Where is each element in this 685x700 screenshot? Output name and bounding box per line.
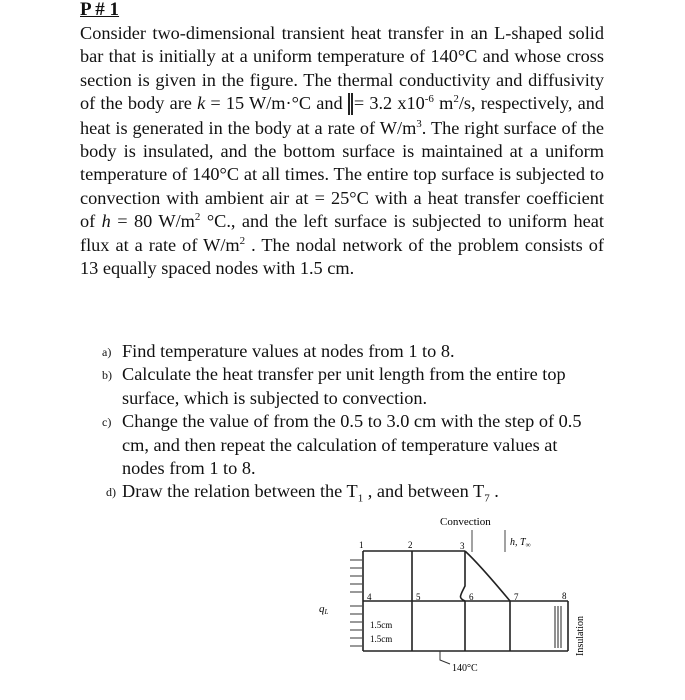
task-marker: c) (102, 415, 112, 430)
task-item (80, 363, 604, 410)
insulation-label: Insulation (575, 616, 586, 656)
task-text: Calculate the heat transfer per unit length from the entire top surface, which is subjected to convection. (122, 364, 566, 408)
convection-arrows (472, 530, 505, 552)
node-label: 3 (460, 541, 465, 551)
missing-glyph-icon (351, 93, 353, 115)
task-marker: b) (102, 368, 112, 383)
problem-statement: Consider two-dimensional transient heat transfer in an L-shaped solid bar that is initially at a uniform temperature of 140°C and whose cross section is given in the figure. The thermal conductivity and diffusivity of the body are k = 15 W/m·°C and = 3.2 $x10^{-6}$ $m^2/s$, respectively, and heat is generated in the body at a rate of $W/m^3$. The right surface of the body is insulated, and the bottom surface is maintained at a uniform temperature of 140°C at all times. The entire top surface is subjected to convection with ambient air at = 25°C with a heat transfer coefficient of h = 80 $W/m^2$ °C., and the left surface is subjected to uniform heat flux at a rate of $W/m^2$ . The nodal network of the problem consists of 13 equally spaced nodes with 1.5 cm. (80, 23, 605, 279)
spacing-label: 1.5cm (370, 634, 393, 644)
bottom-leader-line (440, 651, 450, 664)
task-text: Change the value of from the 0.5 to 3.0 cm with the step of 0.5 cm, and then repeat the calculation of temperature values at nodes from 1 to 8. (122, 411, 582, 479)
grid-lines (363, 551, 568, 651)
heat-flux-label: qL (319, 603, 329, 616)
task-marker: a) (102, 345, 112, 359)
spacing-label: 1.5cm (370, 620, 393, 630)
node-label: 7 (514, 592, 519, 602)
task-marker: d) (106, 485, 116, 500)
task-item (80, 480, 604, 506)
convection-label: Convection (440, 516, 491, 528)
task-text: Draw the relation between the $T_1$ , and between $T_7$ . (122, 481, 499, 506)
node-label: 1 (359, 540, 364, 550)
node-label: 2 (408, 540, 413, 550)
node-label: 8 (562, 591, 567, 601)
heat-flux-arrows (350, 560, 362, 646)
ambient-label: h, $T_\infty$ (510, 537, 531, 549)
node-label: 5 (416, 592, 421, 602)
problem-title: P # 1 (80, 0, 120, 20)
task-item (80, 410, 604, 480)
insulation-hatch (555, 606, 561, 648)
task-text: Find temperature values at nodes from 1 to 8. (122, 341, 455, 361)
missing-glyph-icon (348, 93, 350, 115)
node-label: 6 (469, 592, 474, 602)
node-labels (359, 540, 567, 602)
bottom-temperature-label: 140°C (452, 663, 478, 674)
task-list (80, 340, 604, 504)
task-item (80, 340, 604, 363)
l-shaped-bar-figure (300, 508, 600, 688)
node-label: 4 (367, 592, 372, 602)
